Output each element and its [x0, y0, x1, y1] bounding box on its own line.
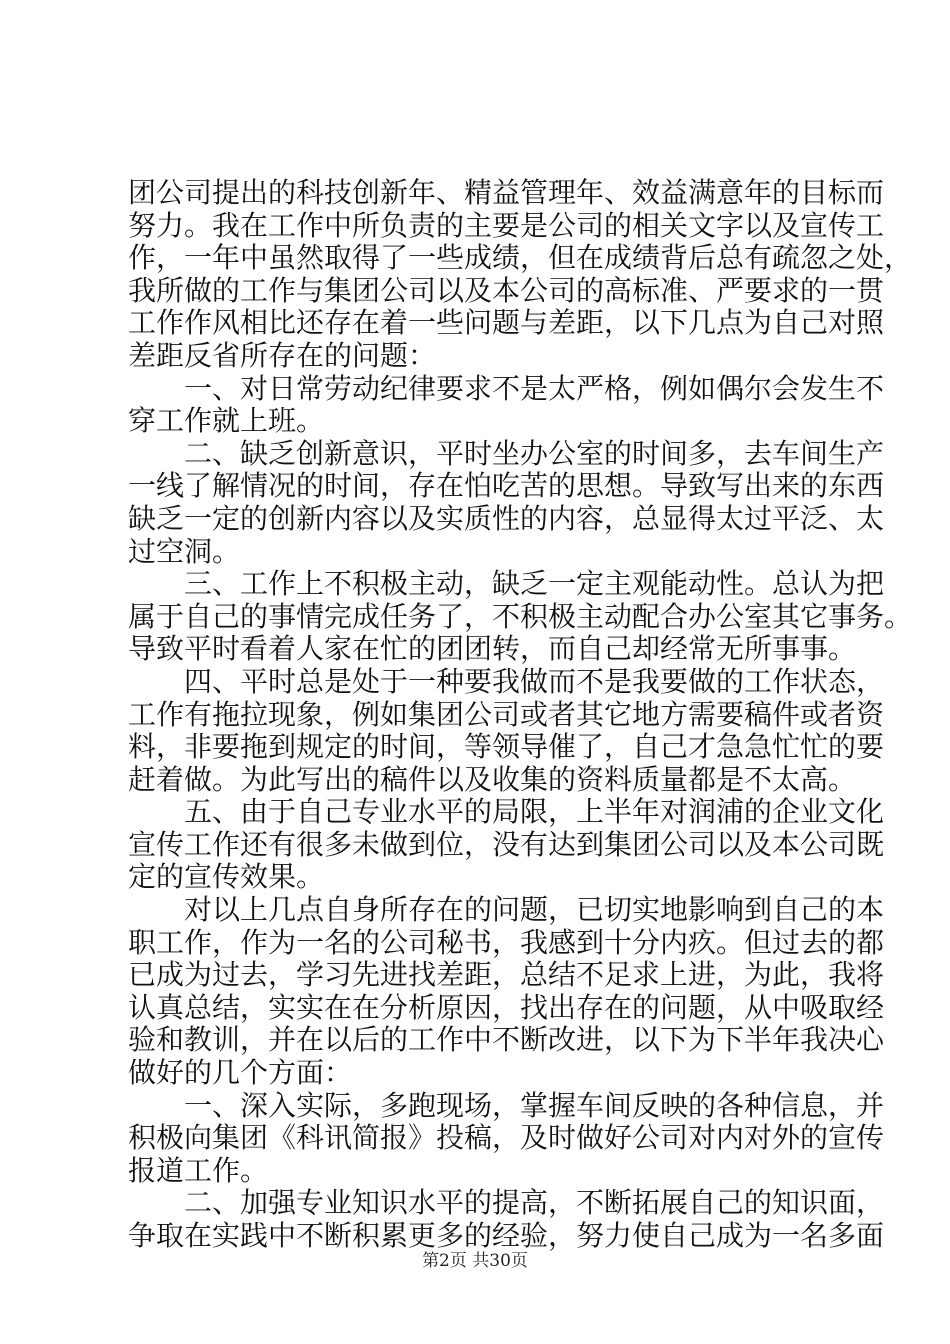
- text-line: 验和教训，并在以后的工作中不断改进，以下为下半年我决心: [128, 1023, 885, 1057]
- text-line: 积极向集团《科讯简报》投稿，及时做好公司对内对外的宣传: [128, 1121, 885, 1155]
- text-line: 二、缺乏创新意识，平时坐办公室的时间多，去车间生产: [184, 436, 885, 470]
- text-line: 缺乏一定的创新内容以及实质性的内容，总显得太过平泛、太: [128, 501, 885, 535]
- text-line: 争取在实践中不断积累更多的经验，努力使自己成为一名多面: [128, 1219, 885, 1252]
- text-line: 过空洞。: [128, 534, 241, 568]
- text-line: 差距反省所存在的问题：: [128, 338, 437, 372]
- text-line: 料，非要拖到规定的时间，等领导催了，自己才急急忙忙的要: [128, 730, 885, 764]
- text-line: 努力。我在工作中所负责的主要是公司的相关文字以及宣传工: [128, 208, 885, 242]
- text-line: 一线了解情况的时间，存在怕吃苦的思想。导致写出来的东西: [128, 469, 885, 503]
- text-line: 我所做的工作与集团公司以及本公司的高标准、严要求的一贯: [128, 273, 885, 307]
- text-line: 一、深入实际，多跑现场，掌握车间反映的各种信息，并: [184, 1088, 885, 1122]
- text-line: 报道工作。: [128, 1153, 269, 1187]
- text-line: 二、加强专业知识水平的提高，不断拓展自己的知识面，: [184, 1186, 885, 1220]
- text-line: 职工作，作为一名的公司秘书，我感到十分内疚。但过去的都: [128, 925, 885, 959]
- text-line: 五、由于自己专业水平的局限，上半年对润浦的企业文化: [184, 795, 885, 829]
- page-footer: 第2页 共30页: [422, 1251, 528, 1271]
- text-line: 宣传工作还有很多未做到位，没有达到集团公司以及本公司既: [128, 827, 885, 861]
- document-body: [128, 176, 913, 1253]
- text-line: 导致平时看着人家在忙的团团转，而自己却经常无所事事。: [128, 632, 857, 666]
- text-line: 团公司提出的科技创新年、精益管理年、效益满意年的目标而: [128, 176, 885, 209]
- text-line: 定的宣传效果。: [128, 860, 325, 894]
- text-line: 工作作风相比还存在着一些问题与差距，以下几点为自己对照: [128, 306, 885, 340]
- text-line: 对以上几点自身所存在的问题，已切实地影响到自己的本: [184, 893, 885, 927]
- text-line: 认真总结，实实在在分析原因，找出存在的问题，从中吸取经: [128, 990, 885, 1024]
- text-line: 作，一年中虽然取得了一些成绩，但在成绩背后总有疏忽之处，: [128, 241, 913, 275]
- text-line: 工作有拖拉现象，例如集团公司或者其它地方需要稿件或者资: [128, 697, 885, 731]
- text-line: 三、工作上不积极主动，缺乏一定主观能动性。总认为把: [184, 567, 885, 601]
- text-line: 做好的几个方面：: [128, 1056, 353, 1090]
- text-line: 一、对日常劳动纪律要求不是太严格，例如偶尔会发生不: [184, 371, 885, 405]
- text-line: 穿工作就上班。: [128, 404, 325, 438]
- text-line: 赶着做。为此写出的稿件以及收集的资料质量都是不太高。: [128, 762, 857, 796]
- text-line: 四、平时总是处于一种要我做而不是我要做的工作状态，: [184, 664, 885, 698]
- text-line: 已成为过去，学习先进找差距，总结不足求上进，为此，我将: [128, 958, 885, 992]
- text-line: 属于自己的事情完成任务了，不积极主动配合办公室其它事务。: [128, 599, 913, 633]
